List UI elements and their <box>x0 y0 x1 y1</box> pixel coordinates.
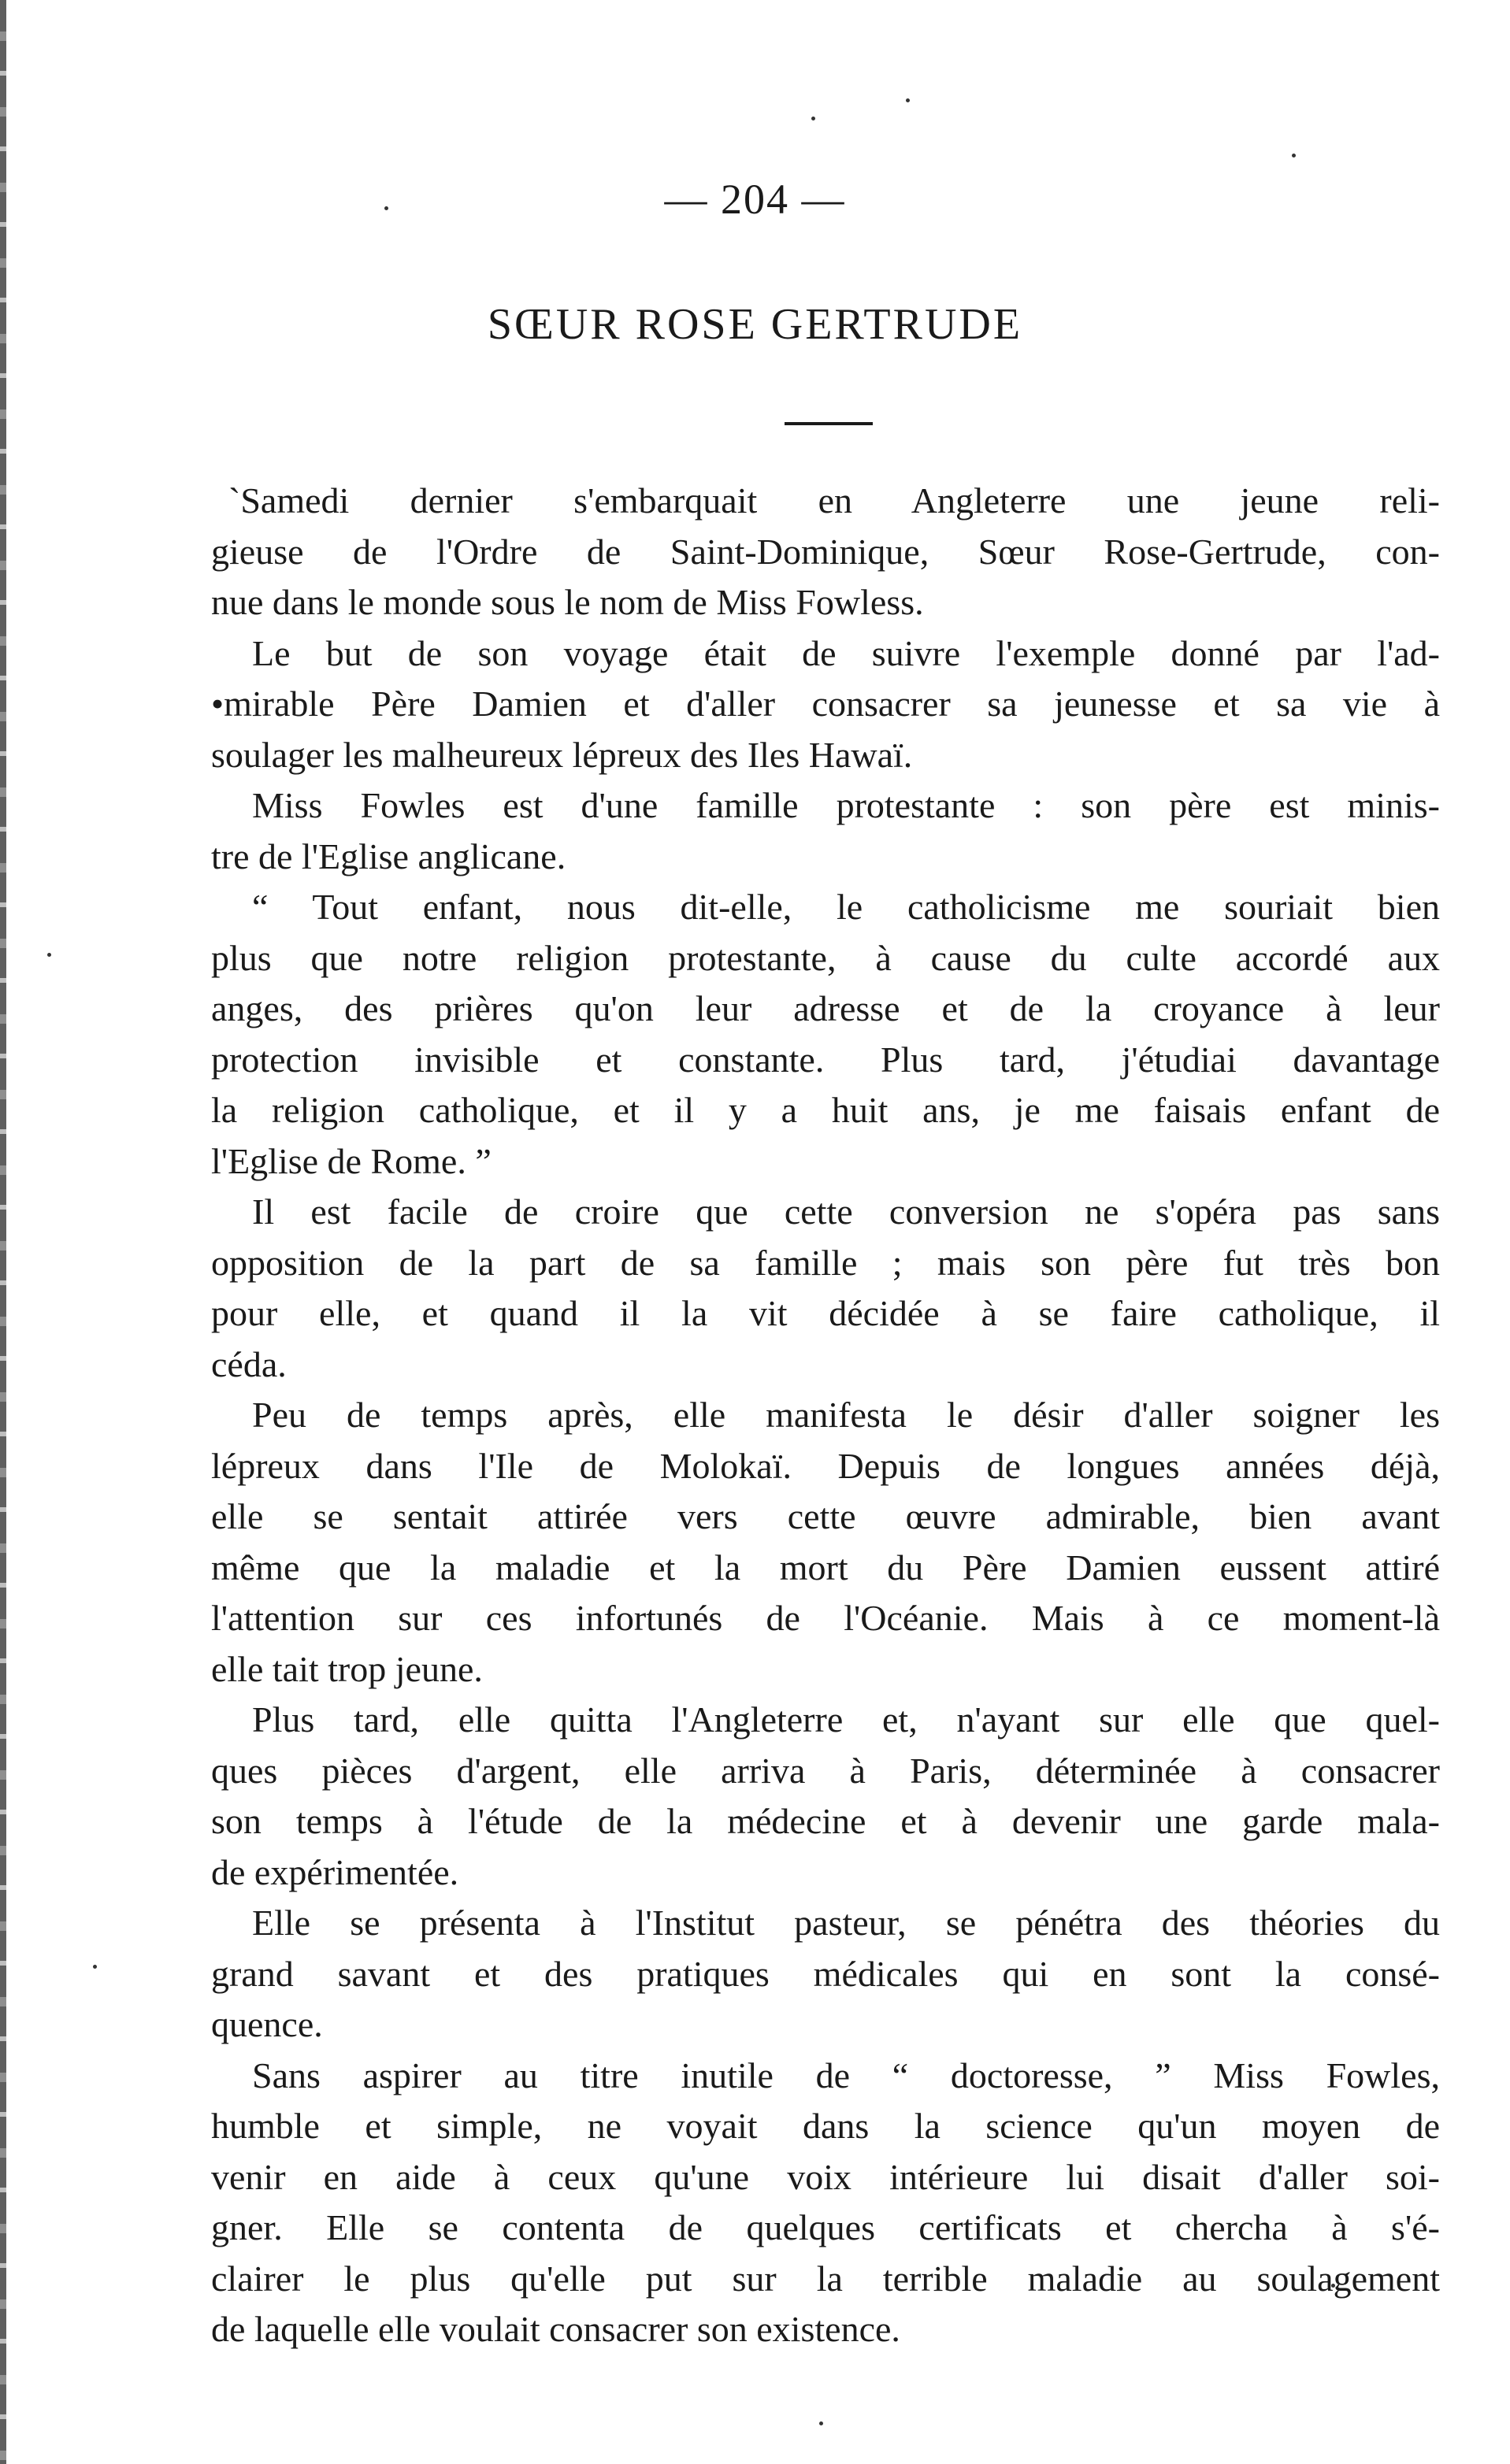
text-line: gner. Elle se contenta de quelques certificats et chercha à s'é- <box>211 2207 1440 2247</box>
text-line: la religion catholique, et il y a huit ans, je me faisais enfant de <box>211 1090 1440 1130</box>
title-divider <box>785 422 873 425</box>
ink-speck <box>906 98 910 102</box>
ink-speck <box>47 953 51 957</box>
text-line: tre de l'Eglise anglicane. <box>211 836 566 876</box>
text-line: “ Tout enfant, nous dit-elle, le catholicisme me souriait bien <box>252 887 1440 927</box>
text-line: venir en aide à ceux qu'une voix intérieure lui disait d'aller soi- <box>211 2156 1440 2197</box>
text-line: l'Eglise de Rome. ” <box>211 1140 492 1181</box>
text-line: elle tait trop jeune. <box>211 1648 483 1689</box>
text-line: Peu de temps après, elle manifesta le désir d'aller soigner les <box>252 1395 1440 1435</box>
text-line: de laquelle elle voulait consacrer son existence. <box>211 2309 900 2349</box>
text-line: •mirable Père Damien et d'aller consacrer sa jeunesse et sa vie à <box>211 684 1440 724</box>
text-line: anges, des prières qu'on leur adresse et de la croyance à leur <box>211 988 1440 1028</box>
text-line: plus que notre religion protestante, à cause du culte accordé aux <box>211 937 1440 978</box>
ink-speck <box>811 117 815 120</box>
text-line: Sans aspirer au titre inutile de “ doctoresse, ” Miss Fowles, <box>252 2055 1440 2095</box>
text-line: céda. <box>211 1343 287 1384</box>
page-number: — 204 — <box>664 176 846 223</box>
text-line: opposition de la part de sa famille ; mais son père fut très bon <box>211 1242 1440 1283</box>
page-title: SŒUR ROSE GERTRUDE <box>487 300 1023 349</box>
text-line: grand savant et des pratiques médicales qui en sont la consé- <box>211 1953 1440 1994</box>
text-line: protection invisible et constante. Plus tard, j'étudiai davantage <box>211 1039 1440 1080</box>
text-line: elle se sentait attirée vers cette œuvre admirable, bien avant <box>211 1496 1440 1536</box>
text-line: Le but de son voyage était de suivre l'exemple donné par l'ad- <box>252 632 1440 673</box>
text-line: lépreux dans l'Ile de Molokaï. Depuis de longues années déjà, <box>211 1445 1440 1486</box>
text-line: Il est facile de croire que cette conversion ne s'opéra pas sans <box>252 1191 1440 1232</box>
text-line: Plus tard, elle quitta l'Angleterre et, n'ayant sur elle que quel- <box>252 1699 1440 1740</box>
ink-speck <box>819 2421 823 2425</box>
text-line: ques pièces d'argent, elle arriva à Paris, déterminée à consacrer <box>211 1750 1440 1791</box>
text-line: son temps à l'étude de la médecine et à devenir une garde mala- <box>211 1801 1440 1841</box>
text-line: Miss Fowles est d'une famille protestante : son père est minis- <box>252 785 1440 825</box>
text-line: Elle se présenta à l'Institut pasteur, se pénétra des théories du <box>252 1903 1440 1943</box>
text-line: `Samedi dernier s'embarquait en Angleterre une jeune reli- <box>228 480 1440 521</box>
text-line: nue dans le monde sous le nom de Miss Fowless. <box>211 582 924 622</box>
article-body <box>211 476 1440 2355</box>
text-line: humble et simple, ne voyait dans la science qu'un moyen de <box>211 2106 1440 2146</box>
text-line: l'attention sur ces infortunés de l'Océanie. Mais à ce moment-là <box>211 1598 1440 1638</box>
text-line: clairer le plus qu'elle put sur la terrible maladie au soulagement <box>211 2258 1440 2299</box>
ink-speck <box>93 1965 97 1969</box>
ink-speck <box>1292 154 1296 157</box>
text-line: quence. <box>211 2004 323 2044</box>
text-line: de expérimentée. <box>211 1851 459 1892</box>
text-line: pour elle, et quand il la vit décidée à se faire catholique, il <box>211 1293 1440 1333</box>
scanned-page-edge <box>0 0 6 2464</box>
text-line: soulager les malheureux lépreux des Iles Hawaï. <box>211 734 913 775</box>
text-line: gieuse de l'Ordre de Saint-Dominique, Sœur Rose-Gertrude, con- <box>211 531 1440 572</box>
text-line: même que la maladie et la mort du Père Damien eussent attiré <box>211 1547 1440 1588</box>
